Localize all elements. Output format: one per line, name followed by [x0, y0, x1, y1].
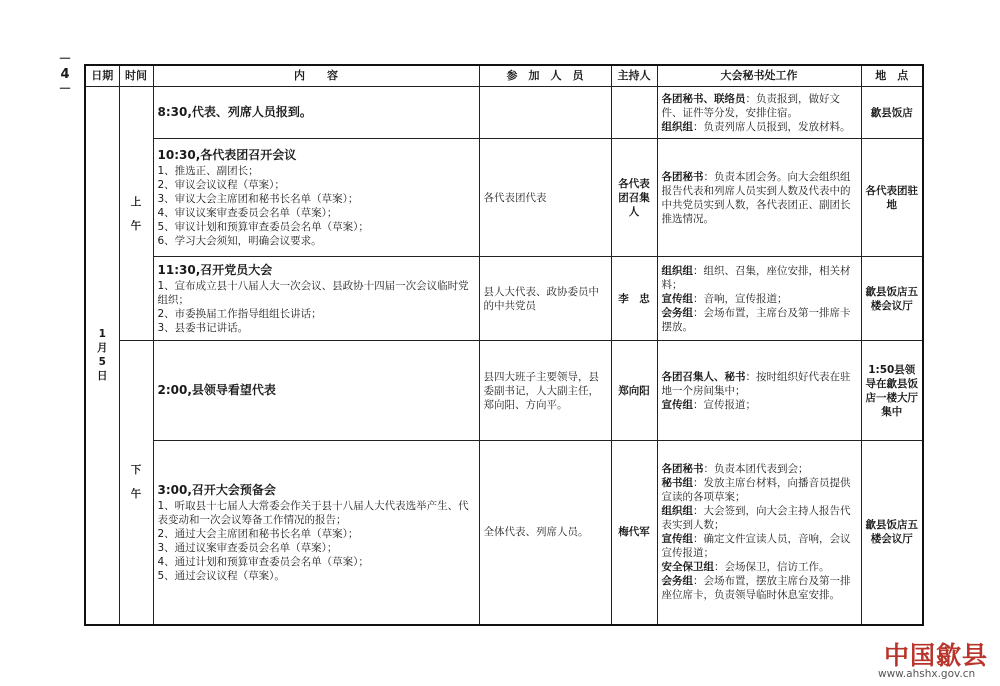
duty-group: 组织组 — [661, 505, 693, 518]
period-char: 下 — [130, 464, 142, 477]
agenda-heading: 10:30,各代表团召开会议 — [157, 148, 297, 162]
header-date: 日期 — [85, 65, 119, 87]
agenda-item: 1、推选正、副团长； — [157, 165, 259, 177]
duty-text: ：会场保卫，信访工作。 — [714, 561, 830, 574]
date-char: 日 — [97, 370, 108, 383]
duty-line — [662, 370, 857, 398]
duty-line — [662, 292, 857, 306]
duty-text: ：宣传报道； — [693, 398, 756, 411]
duty-text: ：负责本团代表到会； — [703, 463, 809, 476]
duty-group: 会务组 — [661, 306, 693, 319]
duty-text: ：大会签到，向大会主持人报告代表实到人数； — [661, 505, 851, 532]
duty-group: 会务组 — [661, 575, 693, 588]
content-cell — [153, 139, 479, 257]
content-cell — [153, 87, 479, 139]
header-host: 主持人 — [611, 65, 657, 87]
duty-line — [662, 398, 857, 412]
location-cell: 歙县饭店五楼会议厅 — [861, 441, 923, 625]
secretariat-cell — [657, 87, 861, 139]
table-row — [85, 441, 923, 625]
period-afternoon — [119, 341, 153, 625]
duty-text: ：音响，宣传报道； — [693, 292, 788, 305]
duty-line — [662, 560, 857, 574]
host-cell: 各代表团召集人 — [611, 139, 657, 257]
duty-text: ：组织、召集，座位安排，相关材料； — [661, 264, 851, 291]
period-morning — [119, 87, 153, 341]
secretariat-cell — [657, 257, 861, 341]
content-cell — [153, 257, 479, 341]
agenda-item: 3、通过议案审查委员会名单（草案）； — [157, 541, 338, 554]
agenda-item: 1、宣布成立县十八届人大一次会议、县政协十四届一次会议临时党组织； — [157, 280, 469, 306]
duty-line — [662, 462, 857, 476]
agenda-item: 5、审议计划和预算审查委员会名单（草案）； — [157, 221, 369, 233]
period-char: 午 — [130, 488, 142, 501]
header-secretariat: 大会秘书处工作 — [657, 65, 861, 87]
attendees-cell — [479, 87, 611, 139]
table-row — [85, 257, 923, 341]
location-cell: 1:50县领导在歙县饭店一楼大厅集中 — [861, 341, 923, 441]
duty-group: 安全保卫组 — [661, 561, 714, 574]
host-cell: 梅代军 — [611, 441, 657, 625]
duty-group: 组织组 — [661, 264, 693, 277]
header-location: 地 点 — [861, 65, 923, 87]
period-char: 午 — [130, 219, 142, 232]
date-char: 月 — [97, 342, 108, 355]
header-attendees: 参 加 人 员 — [479, 65, 611, 87]
secretariat-cell — [657, 139, 861, 257]
duty-text: ：会场布置，主席台及第一排席卡摆放。 — [661, 306, 851, 333]
duty-group: 各团秘书 — [661, 463, 704, 476]
table-row — [85, 87, 923, 139]
agenda-item: 2、市委换届工作指导组组长讲话； — [157, 308, 322, 320]
attendees-cell: 各代表团代表 — [479, 139, 611, 257]
agenda-item: 3、审议大会主席团和秘书长名单（草案）； — [157, 193, 359, 205]
secretariat-cell — [657, 441, 861, 625]
duty-line — [662, 120, 857, 134]
host-cell — [611, 87, 657, 139]
table-header-row — [85, 65, 923, 87]
secretariat-cell — [657, 341, 861, 441]
table-row — [85, 341, 923, 441]
duty-line — [662, 574, 857, 602]
attendees-cell: 县四大班子主要领导，县委副书记，人大副主任，郑向阳、方向平。 — [479, 341, 611, 441]
page-number: － 4 － — [58, 52, 72, 97]
agenda-item: 4、审议议案审查委员会名单（草案）； — [157, 207, 338, 219]
host-cell: 郑向阳 — [611, 341, 657, 441]
duty-group: 各团召集人、秘书 — [661, 370, 746, 383]
duty-group: 组织组 — [661, 120, 693, 133]
duty-text: ：确定文件宣读人员，音响，会议宣传报道； — [661, 533, 851, 560]
period-char: 上 — [130, 195, 142, 208]
host-cell: 李 忠 — [611, 257, 657, 341]
agenda-heading: 2:00,县领导看望代表 — [157, 383, 276, 397]
agenda-item: 4、通过计划和预算审查委员会名单（草案）； — [157, 555, 369, 568]
location-cell: 各代表团驻地 — [861, 139, 923, 257]
header-time: 时间 — [119, 65, 153, 87]
duty-text: ：发放主席台材料，向播音员提供宣读的各项草案； — [661, 477, 851, 504]
date-char: 1 — [98, 328, 106, 341]
duty-line — [662, 532, 857, 560]
header-content: 内 容 — [153, 65, 479, 87]
duty-line — [662, 92, 857, 120]
duty-group: 各团秘书 — [661, 170, 704, 183]
duty-line — [662, 264, 857, 292]
duty-line — [662, 170, 857, 226]
duty-text: ：负责本团会务。向大会组织组报告代表和列席人员实到人数及代表中的中共党员实到人数，各代表团正、副团长推选情况。 — [661, 170, 851, 225]
duty-group: 秘书组 — [661, 477, 693, 490]
agenda-item: 6、学习大会须知，明确会议要求。 — [157, 235, 322, 247]
agenda-item: 2、审议会议议程（草案）； — [157, 179, 285, 191]
content-cell — [153, 441, 479, 625]
duty-group: 宣传组 — [661, 292, 693, 305]
duty-text: ：负责列席人员报到，发放材料。 — [693, 120, 851, 133]
site-logo: 中国歙县 — [884, 641, 989, 670]
duty-text: ：会场布置，摆放主席台及第一排座位席卡，负责领导临时休息室安排。 — [661, 575, 851, 602]
duty-group: 各团秘书、联络员 — [661, 92, 746, 105]
location-cell: 歙县饭店 — [861, 87, 923, 139]
attendees-cell: 全体代表、列席人员。 — [479, 441, 611, 625]
agenda-heading: 11:30,召开党员大会 — [157, 263, 273, 277]
agenda-heading: 3:00,召开大会预备会 — [157, 482, 276, 497]
duty-line — [662, 306, 857, 334]
content-cell — [153, 341, 479, 441]
agenda-item: 2、通过大会主席团和秘书长名单（草案）； — [157, 527, 359, 540]
duty-group: 宣传组 — [661, 398, 693, 411]
date-cell — [85, 87, 119, 625]
schedule-table — [84, 64, 924, 626]
duty-line — [662, 504, 857, 532]
agenda-item: 3、县委书记讲话。 — [157, 322, 249, 334]
duty-group: 宣传组 — [661, 533, 693, 546]
duty-text: ：负责报到，做好文件、证件等分发，安排住宿。 — [661, 92, 840, 119]
site-url: www.ahshx.gov.cn — [878, 668, 976, 680]
agenda-item: 1、听取县十七届人大常委会作关于县十八届人大代表选举产生、代表变动和一次会议筹备工作情况的报告； — [157, 499, 469, 526]
date-char: 5 — [98, 356, 106, 369]
agenda-item: 5、通过会议议程（草案）。 — [157, 569, 285, 582]
attendees-cell: 县人大代表、政协委员中的中共党员 — [479, 257, 611, 341]
duty-text: ：按时组织好代表在驻地一个房间集中； — [661, 370, 851, 397]
table-row — [85, 139, 923, 257]
location-cell: 歙县饭店五楼会议厅 — [861, 257, 923, 341]
agenda-heading: 8:30,代表、列席人员报到。 — [157, 105, 312, 119]
duty-line — [662, 476, 857, 504]
